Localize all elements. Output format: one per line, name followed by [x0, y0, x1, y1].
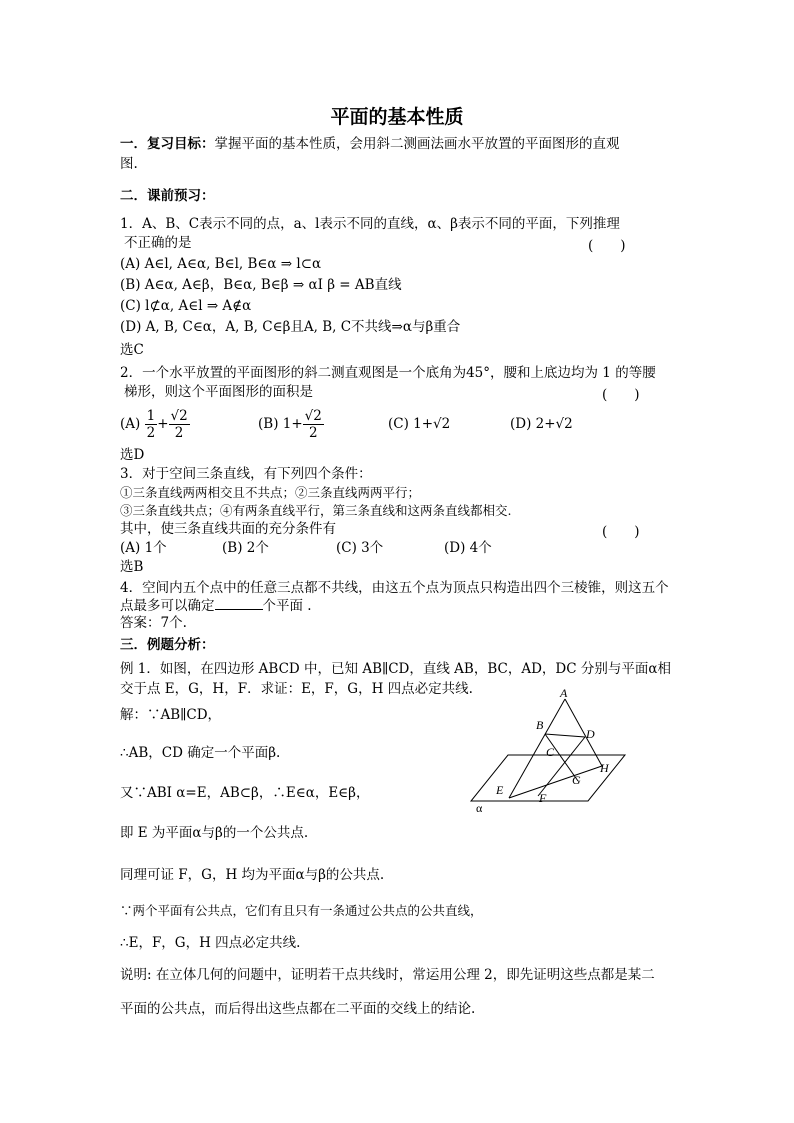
q3-paren: ( ) [602, 524, 640, 540]
line-ah [565, 699, 602, 766]
q2-option-b-prefix: (B) 1+ [258, 416, 303, 432]
label-b: B [536, 718, 544, 732]
q3-condition-2: ③三条直线共点；④有两条直线平行，第三条直线和这两条直线都相交. [120, 503, 512, 518]
q4-answer: 答案：7个. [120, 615, 187, 631]
q1-option-c: (C) l⊄α, A∈l ⇒ A∉α [120, 298, 252, 314]
section1-heading: 一．复习目标： [120, 136, 215, 152]
review-goal-line [120, 135, 620, 153]
q1-stem: 1．A、B、C表示不同的点，a、l表示不同的直线，α、β表示不同的平面，下列推理 [120, 216, 620, 232]
q1-answer: 选C [120, 342, 144, 358]
ex1-step-1: 解：∵AB∥CD， [120, 707, 222, 723]
q2-option-c: (C) 1+√2 [388, 416, 451, 432]
label-c: C [546, 745, 555, 759]
q1-option-a: (A) A∈l, A∈α, B∈l, B∈α ⇒ l⊂α [120, 256, 322, 272]
q2-option-a-prefix: (A) [120, 416, 141, 432]
q4-stem: 4．空间内五个点中的任意三点都不共线，由这五个点为顶点只构造出四个三棱锥，则这五个 [120, 580, 669, 596]
label-h: H [600, 761, 609, 775]
ex1-note-line1: 说明: 在立体几何的问题中，证明若干点共线时，常运用公理 2，即先证明这些点都是某二 [120, 967, 655, 983]
section2-heading: 二．课前预习： [120, 188, 215, 204]
q3-answer: 选B [120, 559, 144, 575]
q4-stem2-part1: 点最多可以确定 [120, 598, 215, 614]
q2-b-num: √2 [304, 407, 322, 424]
q4-stem2-part2: 个平面 . [262, 598, 312, 614]
q2-option-b [258, 404, 324, 444]
ex1-step-3: 又∵ABI α=E，AB⊂β，∴E∈α，E∈β， [120, 785, 370, 801]
q3-option-b: (B) 2个 [222, 540, 269, 556]
page-title: 平面的基本性质 [330, 106, 464, 128]
ex1-step-7: ∴E，F，G，H 四点必定共线. [120, 935, 301, 951]
q2-option-b-frac [303, 408, 324, 441]
section1-text2: 图. [120, 156, 138, 172]
label-f: F [539, 791, 547, 805]
q2-option-a [120, 404, 190, 444]
label-g: G [572, 773, 581, 787]
geometry-figure [460, 686, 640, 816]
ex1-stem: 例 1．如图，在四边形 ABCD 中，已知 AB∥CD，直线 AB，BC，AD，DC 分别与平面α相 [120, 661, 671, 677]
q2-option-a-plus: + [157, 416, 169, 432]
q3-option-d: (D) 4个 [444, 540, 492, 556]
q2-answer: 选D [120, 447, 145, 463]
ex1-step-6: ∵两个平面有公共点，它们有且只有一条通过公共点的公共直线， [120, 903, 483, 918]
q2-stem2: 梯形，则这个平面图形的面积是 [124, 384, 313, 400]
line-intersection [509, 766, 602, 798]
label-e: E [496, 783, 504, 797]
ex1-step-5: 同理可证 F，G，H 均为平面α与β的公共点. [120, 867, 385, 883]
q4-blank [215, 597, 263, 610]
q3-option-a: (A) 1个 [120, 540, 167, 556]
q2-option-a-frac1 [145, 408, 158, 441]
q2-stem: 2．一个水平放置的平面图形的斜二测直观图是一个底角为45°，腰和上底边均为 1 的等腰 [120, 365, 656, 381]
q1-stem2: 不正确的是 [124, 235, 192, 251]
q2-option-a-frac2 [169, 408, 190, 441]
q2-a-num1: 1 [146, 407, 156, 424]
label-a: A [560, 686, 568, 700]
q3-stem: 3．对于空间三条直线，有下列四个条件： [120, 466, 372, 482]
section3-heading: 三．例题分析： [120, 637, 215, 653]
line-bd [545, 734, 585, 737]
ex1-note-line2: 平面的公共点，而后得出这些点都在二平面的交线上的结论. [120, 1001, 476, 1017]
q2-a-num2: √2 [170, 407, 188, 424]
q2-b-den: 2 [308, 424, 318, 441]
q3-stem2: 其中，使三条直线共面的充分条件有 [120, 521, 336, 537]
q2-paren: ( ) [602, 387, 640, 403]
q2-option-d: (D) 2+√2 [510, 416, 573, 432]
q1-option-b: (B) A∈α, A∈β，B∈α, B∈β ⇒ αI β = AB直线 [120, 277, 402, 293]
q3-condition-1: ①三条直线两两相交且不共点；②三条直线两两平行； [120, 485, 421, 500]
section1-text: 掌握平面的基本性质，会用斜二测画法画水平放置的平面图形的直观 [214, 136, 620, 152]
label-d: D [586, 727, 595, 741]
ex1-stem2: 交于点 E，G，H，F．求证：E，F，G，H 四点必定共线. [120, 681, 473, 697]
q2-a-den2: 2 [174, 424, 184, 441]
q4-stem2 [120, 597, 312, 615]
q1-paren: ( ) [588, 238, 626, 254]
q2-a-den1: 2 [146, 424, 156, 441]
ex1-step-4: 即 E 为平面α与β的一个公共点. [120, 825, 309, 841]
q3-option-c: (C) 3个 [336, 540, 384, 556]
label-alpha: α [476, 801, 483, 815]
ex1-step-2: ∴AB，CD 确定一个平面β. [120, 745, 281, 761]
line-ae [509, 699, 565, 798]
q1-option-d: (D) A, B, C∈α，A, B, C∈β且A, B, C不共线⇒α与β重合 [120, 319, 461, 335]
